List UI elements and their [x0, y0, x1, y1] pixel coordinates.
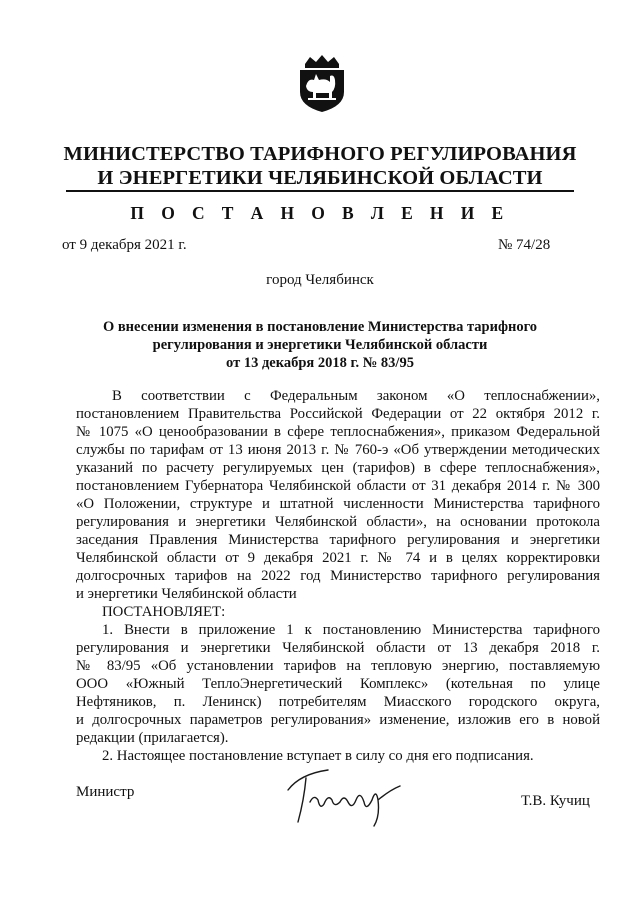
document-type: П О С Т А Н О В Л Е Н И Е	[130, 203, 510, 223]
body-line: Челябинской области от 9 декабря 2021 г. № 74 и в целях корректировки	[76, 550, 600, 566]
handwritten-signature-icon	[282, 760, 412, 830]
body-line: постановлением Правительства Российской Федерации от 22 октября 2012 г.	[76, 406, 600, 422]
body-line: долгосрочных тарифов на 2022 год Министерство тарифного регулирования	[76, 568, 600, 584]
body-line: редакции (прилагается).	[76, 730, 229, 746]
coat-of-arms-icon	[296, 52, 348, 114]
body-line: № 83/95 «Об установлении тарифов на тепловую энергию, поставляемую	[76, 658, 600, 674]
body-line: и энергетики Челябинской области	[76, 586, 297, 602]
body-line: заседания Правления Министерства тарифного регулирования и энергетики	[76, 532, 600, 548]
subject-line: от 13 декабря 2018 г. № 83/95	[226, 355, 414, 371]
document-body	[76, 387, 600, 765]
subject-line: О внесении изменения в постановление Министерства тарифного	[102, 319, 538, 335]
body-line: постановлением Губернатора Челябинской области от 31 декабря 2014 г. № 300	[76, 478, 600, 494]
document-date: от 9 декабря 2021 г.	[62, 237, 187, 253]
signatory-title: Министр	[76, 784, 135, 800]
subject-line: регулирования и энергетики Челябинской области	[152, 337, 488, 353]
body-line: указаний по расчету регулируемых цен (тарифов) в сфере теплоснабжения»,	[76, 460, 600, 476]
document-city: город Челябинск	[266, 272, 374, 288]
ministry-name-line1: МИНИСТЕРСТВО ТАРИФНОГО РЕГУЛИРОВАНИЯ	[63, 143, 577, 165]
body-line: регулирования и энергетики Челябинской области от 13 декабря 2018 г.	[76, 640, 600, 656]
ministry-name-line2: И ЭНЕРГЕТИКИ ЧЕЛЯБИНСКОЙ ОБЛАСТИ	[97, 167, 543, 189]
body-line: В соответствии с Федеральным законом «О теплоснабжении»,	[112, 388, 600, 404]
body-line: 1. Внести в приложение 1 к постановлению Министерства тарифного	[102, 622, 600, 638]
signatory-name: Т.В. Кучиц	[521, 793, 590, 809]
document-subject	[90, 318, 550, 372]
body-line: службы по тарифам от 13 июня 2013 г. № 760-э «Об утверждении методических	[76, 442, 600, 458]
body-line: Нефтяников, п. Ленинск) потребителям Миасского городского округа,	[76, 694, 600, 710]
body-line: ООО «Южный ТеплоЭнергетический Комплекс» (котельная по улице	[76, 676, 600, 692]
header-divider	[66, 190, 574, 192]
body-line: № 1075 «О ценообразовании в сфере теплоснабжения», приказом Федеральной	[76, 424, 600, 440]
body-line: и долгосрочных параметров регулирования» изменение, изложив его в новой	[76, 712, 600, 728]
body-line: 2. Настоящее постановление вступает в силу со дня его подписания.	[102, 748, 534, 764]
resolves-heading: ПОСТАНОВЛЯЕТ:	[102, 604, 226, 620]
body-line: регулирования и энергетики Челябинской области», на основании протокола	[76, 514, 600, 530]
document-number: № 74/28	[498, 237, 551, 253]
body-line: «О Положении, структуре и штатной численности Министерства тарифного	[76, 496, 600, 512]
